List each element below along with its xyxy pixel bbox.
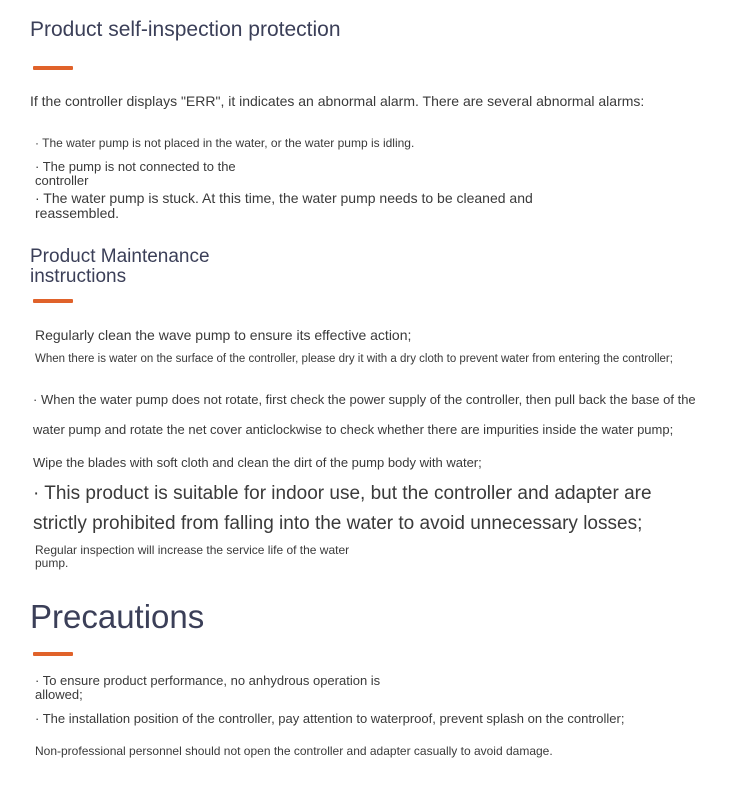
section3-item-2: · The installation position of the controller, pay attention to waterproof, prevent splash on the controller; — [35, 711, 625, 726]
section2-title: Product Maintenance instructions — [30, 246, 210, 287]
section2-item-1: Regularly clean the wave pump to ensure its effective action; — [35, 327, 412, 343]
section3-item-1: · To ensure product performance, no anhydrous operation is allowed; — [35, 673, 381, 702]
section3-item-3: Non-professional personnel should not open the controller and adapter casually to avoid damage. — [35, 744, 553, 758]
section2-item-5b: strictly prohibited from falling into the water to avoid unnecessary losses; — [33, 513, 643, 534]
section2-item-4: Wipe the blades with soft cloth and clean the dirt of the pump body with water; — [33, 455, 482, 470]
section2-item-3a: · When the water pump does not rotate, first check the power supply of the controller, then pull back the base of the — [33, 392, 696, 407]
section2-accent-bar — [33, 299, 73, 303]
section2-item-2: When there is water on the surface of the controller, please dry it with a dry cloth to prevent water from entering the controller; — [35, 353, 673, 365]
section1-accent-bar — [33, 66, 73, 70]
section1-item-2: · The pump is not connected to the controller — [35, 159, 236, 188]
section3-accent-bar — [33, 652, 73, 656]
section3-title: Precautions — [30, 598, 205, 635]
section2-item-3b: water pump and rotate the net cover anticlockwise to check whether there are impurities inside the water pump; — [33, 422, 674, 437]
section2-item-6: Regular inspection will increase the service life of the water pump. — [35, 543, 350, 570]
section1-item-3: · The water pump is stuck. At this time, the water pump needs to be cleaned and reassembled. — [35, 190, 533, 221]
section2-item-5a: · This product is suitable for indoor use, but the controller and adapter are — [33, 483, 652, 504]
section1-item-1: · The water pump is not placed in the water, or the water pump is idling. — [35, 136, 415, 150]
section1-title: Product self-inspection protection — [30, 18, 341, 41]
section1-intro: If the controller displays "ERR", it indicates an abnormal alarm. There are several abnormal alarms: — [30, 93, 645, 109]
